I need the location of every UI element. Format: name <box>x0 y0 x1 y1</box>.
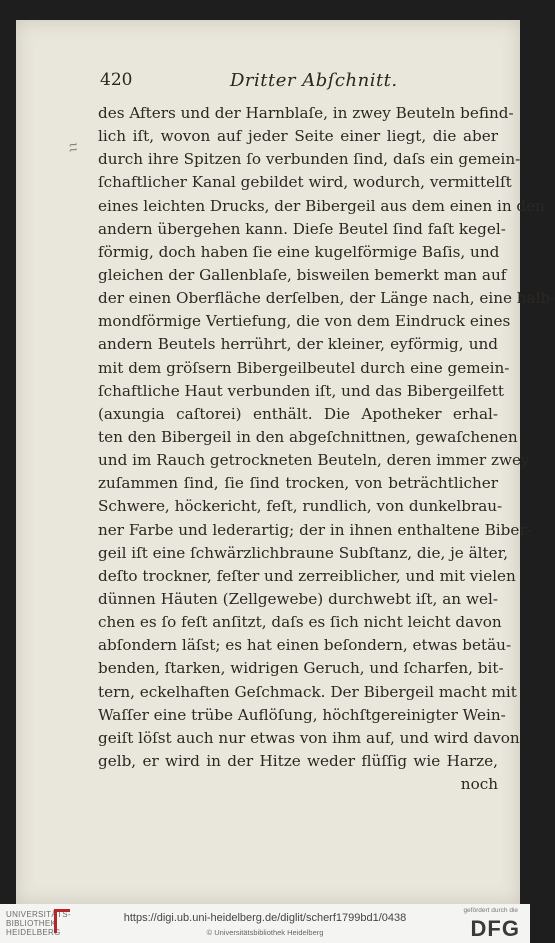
text-line: gleichen der Gallenblaſe, bisweilen bemerkt man auf <box>98 265 507 284</box>
text-line: tern, eckelhaften Geſchmack. Der Bibergeil macht mit <box>98 682 517 701</box>
logo-line: UNIVERSITÄTS- <box>6 910 71 919</box>
text-line: lich iſt, wovon auf jeder Seite einer liegt, die aber <box>98 127 498 146</box>
text-line: Schwere, höckericht, feſt, rundlich, von dunkelbrau- <box>98 497 503 516</box>
text-line: (axungia caſtorei) enthält. Die Apotheker erhal- <box>98 404 498 423</box>
text-line: förmig, doch haben ſie eine kugelförmige Baſis, und <box>98 242 500 261</box>
logo-line: HEIDELBERG <box>6 928 61 937</box>
text-line: chen es ſo feſt anſitzt, daſs es ſich nicht leicht davon <box>98 613 502 632</box>
text-line: andern übergehen kann. Dieſe Beutel ſind faſt kegel- <box>98 219 506 238</box>
dfg-logo[interactable]: DFG <box>470 916 520 941</box>
text-line: dünnen Häuten (Zellgewebe) durchwebt iſt, an wel- <box>98 589 498 608</box>
text-line: ten den Bibergeil in den abgeſchnittnen, gewaſchenen <box>98 427 518 446</box>
text-line: eines leichten Drucks, der Bibergeil aus dem einen in den <box>98 196 545 215</box>
text-line: benden, ſtarken, widrigen Geruch, und ſcharfen, bit- <box>98 659 504 678</box>
text-line: geil iſt eine ſchwärzlichbraune Subſtanz, die, je älter, <box>98 543 509 562</box>
page-number: 420 <box>100 70 133 90</box>
footer-bar <box>0 904 530 943</box>
text-line: und im Rauch getrockneten Beuteln, deren immer zwey <box>98 451 530 470</box>
text-line: andern Beutels herrührt, der kleiner, eyförmig, und <box>98 335 498 354</box>
text-line: der einen Oberfläche derſelben, der Länge nach, eine halb- <box>98 289 555 308</box>
sponsor-label: gefördert durch die <box>463 907 518 914</box>
text-line: mondförmige Vertiefung, die von dem Eindruck eines <box>98 312 511 331</box>
text-line: gelb, er wird in der Hitze weder flüſſig wie Harze, <box>98 751 498 770</box>
text-line: durch ihre Spitzen ſo verbunden ſind, daſs ein gemein- <box>98 150 521 169</box>
text-line: Waſſer eine trübe Auflöſung, höchſtgereinigter Wein- <box>98 705 506 724</box>
text-line: ner Farbe und lederartig; der in ihnen enthaltene Biber- <box>98 520 532 539</box>
text-line: ſchaftliche Haut verbunden iſt, und das Bibergeilfett <box>98 381 504 400</box>
text-line: deſto trockner, feſter und zerreiblicher, und mit vielen <box>98 566 516 585</box>
text-line: ſchaftlicher Kanal gebildet wird, wodurch, vermittelſt <box>98 173 512 192</box>
margin-note: ιι <box>65 142 81 153</box>
text-line: abſondern läſst; es hat einen beſondern, etwas betäu- <box>98 636 512 655</box>
text-line: des Afters und der Harnblaſe, in zwey Beuteln befind- <box>98 104 514 122</box>
text-line: zuſammen ſind, ſie ſind trocken, von beträchtlicher <box>98 474 498 493</box>
text-line: mit dem gröſsern Bibergeilbeutel durch eine gemein- <box>98 358 510 377</box>
text-line: noch <box>460 775 498 794</box>
text-line: geiſt löſst auch nur etwas von ihm auf, und wird davon <box>98 728 520 747</box>
body-text <box>98 102 555 796</box>
scanned-page <box>16 20 555 904</box>
page-header <box>16 70 520 98</box>
logo-line: BIBLIOTHEK <box>6 919 57 928</box>
copyright-notice: © Universitätsbibliothek Heidelberg <box>206 928 324 937</box>
running-title: Dritter Abſchnitt. <box>230 70 398 91</box>
permalink-url[interactable]: https://digi.ub.uni-heidelberg.de/diglit/scherf1799bd1/0438 <box>123 912 407 924</box>
